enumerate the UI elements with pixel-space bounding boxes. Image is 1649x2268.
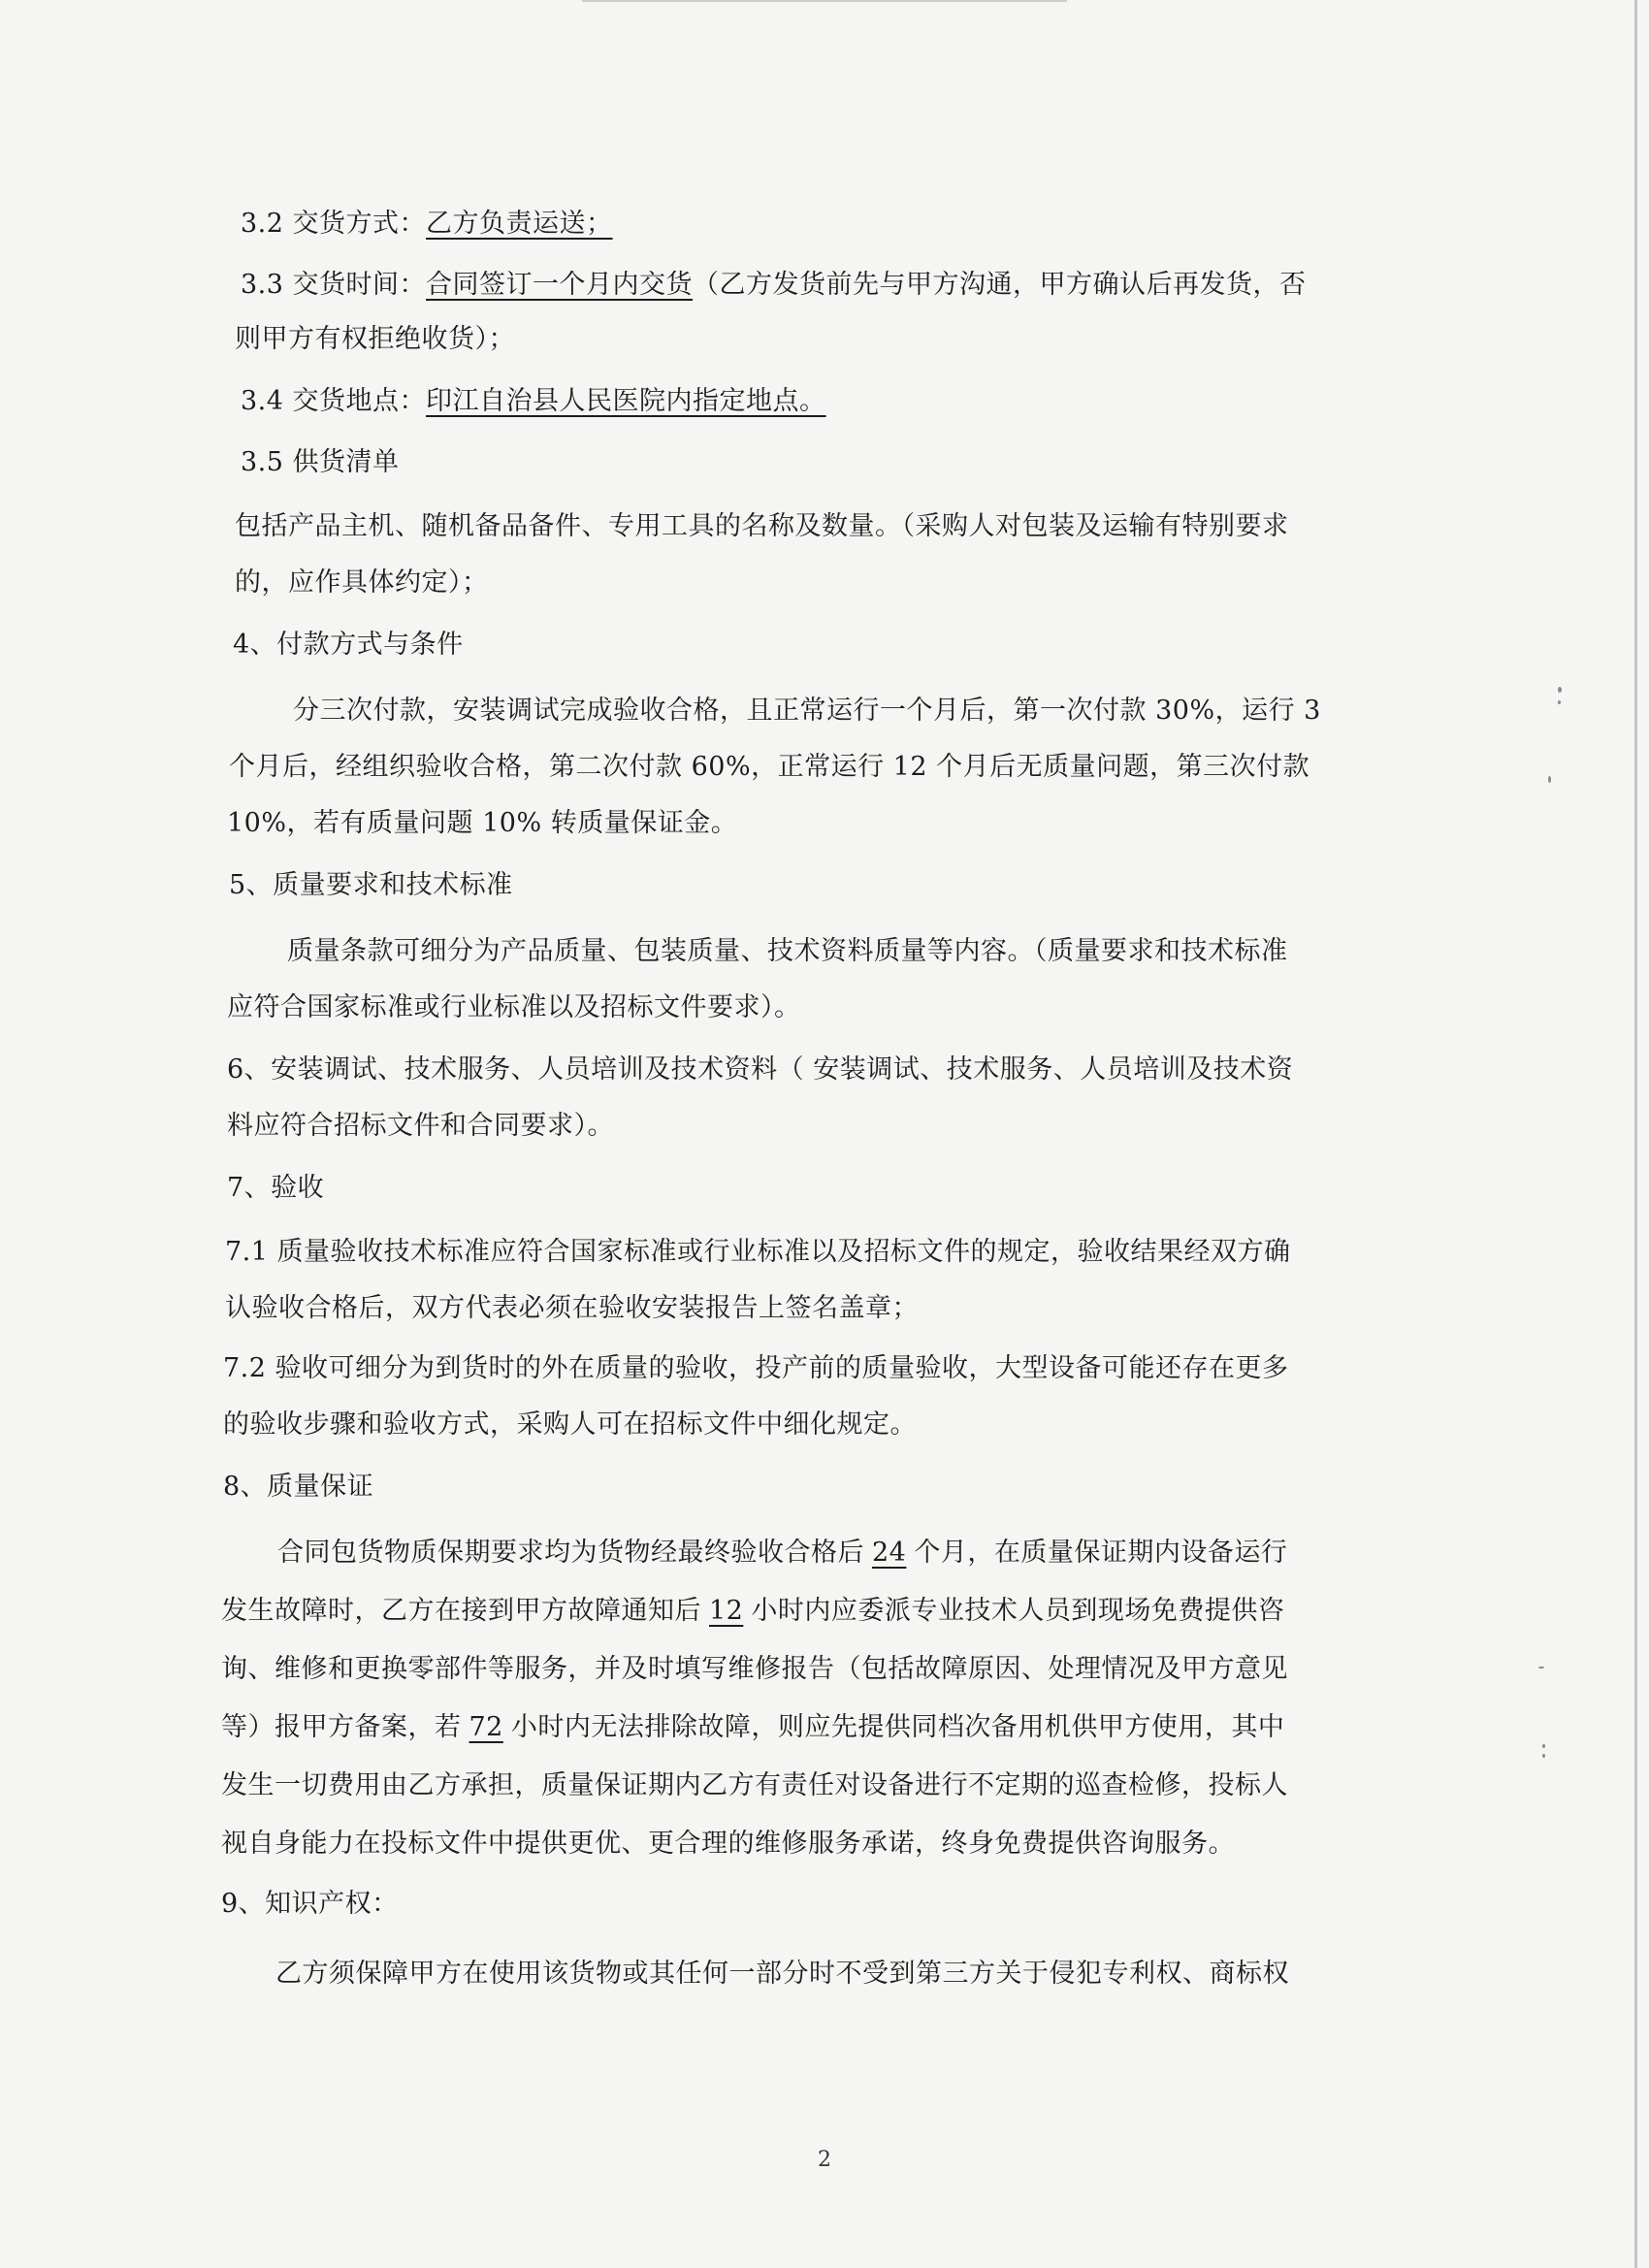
section-5-heading: 5、质量要求和技术标准 xyxy=(229,870,513,900)
clause-label: 3.4 交货地点： xyxy=(241,386,427,416)
repair-hours-value: 72 xyxy=(469,1712,503,1742)
section-8-line: 询、维修和更换零部件等服务，并及时填写维修报告（包括故障原因、处理情况及甲方意见 xyxy=(221,1654,1288,1684)
section-9-heading: 9、知识产权： xyxy=(221,1889,399,1919)
warranty-months-value: 24 xyxy=(872,1538,907,1568)
clause-3-2 xyxy=(241,206,1377,243)
page-number: 2 xyxy=(818,2148,831,2172)
clause-7-1-line: 7.1 质量验收技术标准应符合国家标准或行业标准以及招标文件的规定，验收结果经双方确 xyxy=(225,1237,1291,1267)
section-6-line: 6、安装调试、技术服务、人员培训及技术资料（ 安装调试、技术服务、人员培训及技术资 xyxy=(227,1054,1294,1085)
clause-3-5-line: 包括产品主机、随机备品备件、专用工具的名称及数量。（采购人对包装及运输有特别要求 xyxy=(235,511,1289,541)
clause-7-1-line: 认验收合格后，双方代表必须在验收安装报告上签名盖章； xyxy=(225,1293,919,1323)
clause-3-5-line: 的，应作具体约定）； xyxy=(235,567,489,598)
section-8-text: 个月，在质量保证期内设备运行 xyxy=(914,1538,1288,1568)
section-9-line: 乙方须保障甲方在使用该货物或其任何一部分时不受到第三方关于侵犯专利权、商标权 xyxy=(275,1959,1289,1989)
scan-speck xyxy=(1542,1754,1545,1758)
clause-3-5-heading: 3.5 供货清单 xyxy=(241,447,400,477)
section-8-text: 小时内无法排除故障，则应先提供同档次备用机供甲方使用，其中 xyxy=(510,1712,1285,1742)
section-7-heading: 7、验收 xyxy=(227,1173,325,1203)
section-4-line: 分三次付款，安装调试完成验收合格，且正常运行一个月后，第一次付款 30%，运行 3 xyxy=(293,696,1321,726)
scan-artifact-top xyxy=(582,0,1067,2)
clause-7-2-line: 7.2 验收可细分为到货时的外在质量的验收，投产前的质量验收，大型设备可能还存在更多 xyxy=(223,1353,1289,1383)
section-8-heading: 8、质量保证 xyxy=(223,1472,374,1502)
clause-label: 3.2 交货方式： xyxy=(241,209,427,239)
section-4-line: 10%，若有质量问题 10% 转质量保证金。 xyxy=(227,808,738,838)
section-8-text: 合同包货物质保期要求均为货物经最终验收合格后 xyxy=(277,1538,864,1568)
scan-speck xyxy=(1542,1744,1545,1748)
scan-speck xyxy=(1538,1667,1544,1669)
section-8-text: 等）报甲方备案，若 xyxy=(221,1712,462,1742)
section-5-line: 应符合国家标准或行业标准以及招标文件要求）。 xyxy=(227,992,801,1022)
scan-speck xyxy=(1558,700,1561,704)
section-6-line: 料应符合招标文件和合同要求）。 xyxy=(227,1111,614,1141)
clause-7-2-line: 的验收步骤和验收方式，采购人可在招标文件中细化规定。 xyxy=(223,1409,917,1440)
section-8-line: 发生一切费用由乙方承担，质量保证期内乙方有责任对设备进行不定期的巡查检修，投标人 xyxy=(221,1770,1288,1800)
clause-label: 3.3 交货时间： xyxy=(241,270,427,300)
section-4-line: 个月后，经组织验收合格，第二次付款 60%，正常运行 12 个月后无质量问题，第三次付款 xyxy=(229,752,1310,782)
scan-speck xyxy=(1558,687,1562,693)
section-8-text: 发生故障时，乙方在接到甲方故障通知后 xyxy=(221,1596,701,1626)
clause-text: （乙方发货前先与甲方沟通，甲方确认后再发货，否 xyxy=(693,270,1307,300)
scan-artifact-edge xyxy=(1634,0,1637,2268)
clause-value: 合同签订一个月内交货 xyxy=(426,270,694,300)
section-4-heading: 4、付款方式与条件 xyxy=(233,630,464,660)
section-8-line xyxy=(221,1593,1377,1630)
section-5-line: 质量条款可细分为产品质量、包装质量、技术资料质量等内容。（质量要求和技术标准 xyxy=(287,936,1288,966)
clause-3-3-cont: 则甲方有权拒绝收货）； xyxy=(235,324,515,354)
section-8-line xyxy=(221,1709,1377,1746)
clause-value: 乙方负责运送； xyxy=(426,209,613,239)
scan-speck xyxy=(1548,776,1551,783)
document-body xyxy=(223,206,1377,1993)
section-8-text: 小时内应委派专业技术人员到现场免费提供咨 xyxy=(751,1596,1285,1626)
section-8-line xyxy=(277,1535,1377,1571)
clause-3-3 xyxy=(241,267,1377,304)
section-8-line: 视自身能力在投标文件中提供更优、更合理的维修服务承诺，终身免费提供咨询服务。 xyxy=(221,1829,1235,1859)
clause-3-4 xyxy=(241,383,1377,420)
clause-value: 印江自治县人民医院内指定地点。 xyxy=(426,386,826,416)
response-hours-value: 12 xyxy=(709,1596,744,1626)
